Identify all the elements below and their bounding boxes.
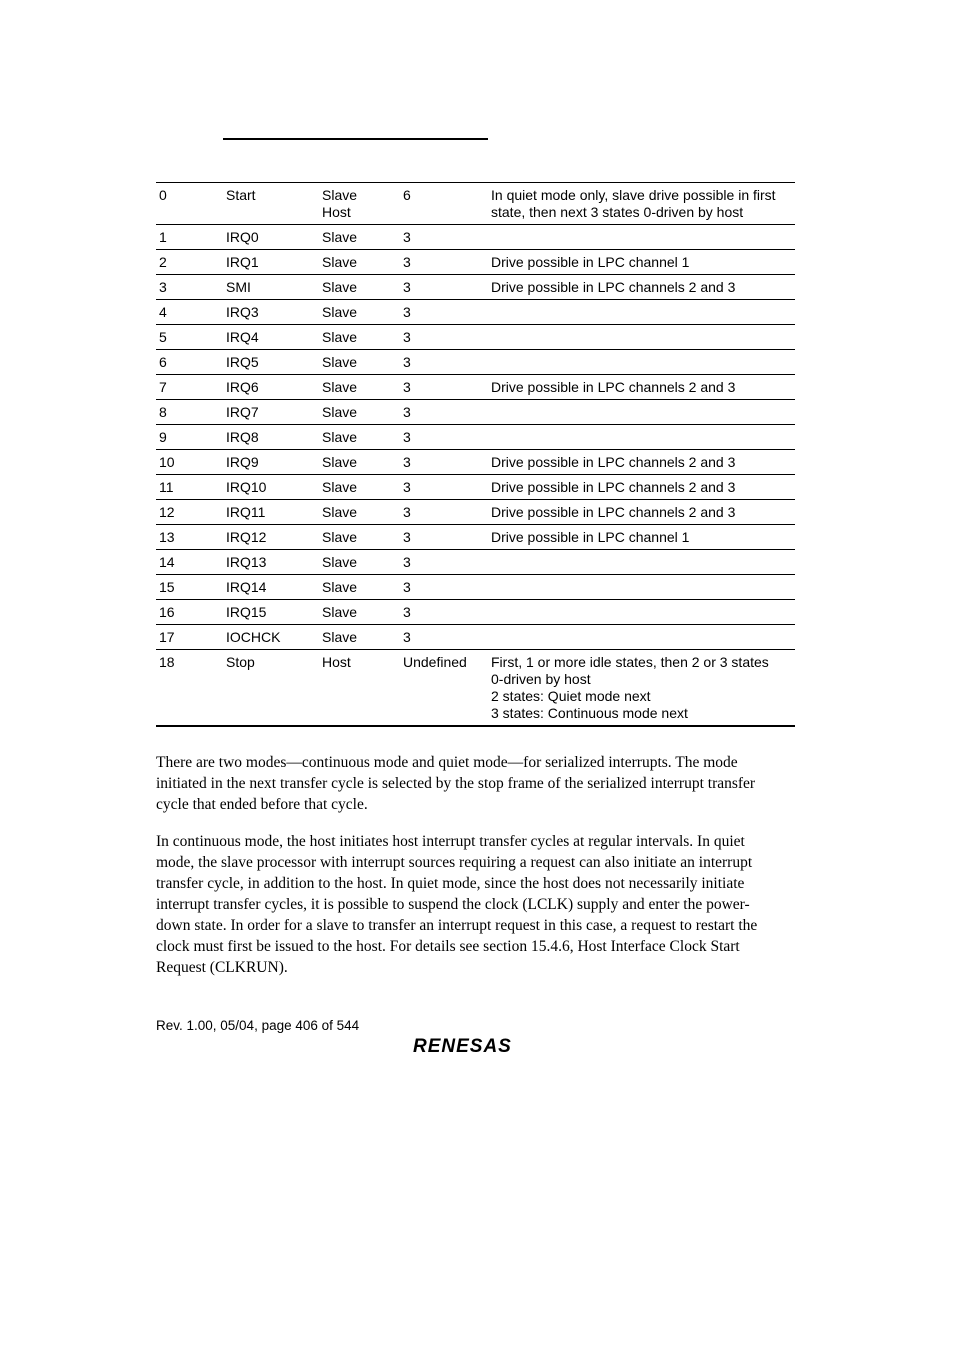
drive-source-cell xyxy=(319,425,400,450)
renesas-logo-text: RENESAS xyxy=(413,1036,512,1055)
clock-count-cell: 3 xyxy=(400,250,488,275)
frame-number-cell: 16 xyxy=(156,600,223,625)
clock-count-cell: 3 xyxy=(400,375,488,400)
table-row xyxy=(156,225,795,250)
drive-source-cell xyxy=(319,350,400,375)
drive-source-cell xyxy=(319,575,400,600)
clock-count-cell: 3 xyxy=(400,325,488,350)
remarks-cell xyxy=(488,500,795,525)
drive-source-cell xyxy=(319,550,400,575)
table-row xyxy=(156,250,795,275)
frame-name-cell: IRQ3 xyxy=(223,300,319,325)
frame-number-cell: 8 xyxy=(156,400,223,425)
frame-name-cell: IRQ12 xyxy=(223,525,319,550)
frame-name-cell: Stop xyxy=(223,650,319,727)
drive-source-cell xyxy=(319,475,400,500)
table-row xyxy=(156,450,795,475)
remarks-line: 0-driven by host xyxy=(491,671,591,687)
clock-count-cell: 3 xyxy=(400,600,488,625)
clock-count-cell: 3 xyxy=(400,450,488,475)
renesas-logo xyxy=(413,1035,533,1060)
table-row xyxy=(156,375,795,400)
frame-name-cell: IRQ0 xyxy=(223,225,319,250)
remarks-line: Drive possible in LPC channel 1 xyxy=(491,254,690,270)
clock-count-cell: Undefined xyxy=(400,650,488,727)
frame-number-cell: 6 xyxy=(156,350,223,375)
clock-count-cell: 3 xyxy=(400,275,488,300)
table-row xyxy=(156,500,795,525)
drive-source-cell xyxy=(319,525,400,550)
frame-name-cell: IRQ10 xyxy=(223,475,319,500)
drive-source-line: Slave xyxy=(322,404,358,420)
frame-name-cell: IRQ14 xyxy=(223,575,319,600)
frame-number-cell: 10 xyxy=(156,450,223,475)
drive-source-line: Slave xyxy=(322,229,358,245)
table-row xyxy=(156,400,795,425)
frame-name-cell: Start xyxy=(223,183,319,225)
table-row xyxy=(156,425,795,450)
remarks-line: Drive possible in LPC channels 2 and 3 xyxy=(491,279,736,295)
header-rule xyxy=(223,138,488,140)
clock-count-cell: 3 xyxy=(400,225,488,250)
frame-number-cell: 17 xyxy=(156,625,223,650)
page-footer: Rev. 1.00, 05/04, page 406 of 544 xyxy=(156,1018,360,1033)
frame-name-cell: IRQ1 xyxy=(223,250,319,275)
clock-count-cell: 3 xyxy=(400,550,488,575)
remarks-line: 2 states: Quiet mode next xyxy=(491,688,651,704)
frame-number-cell: 1 xyxy=(156,225,223,250)
remarks-line: state, then next 3 states 0-driven by host xyxy=(491,204,744,220)
drive-source-cell xyxy=(319,400,400,425)
drive-source-cell xyxy=(319,450,400,475)
remarks-cell xyxy=(488,250,795,275)
drive-source-line: Slave xyxy=(322,579,358,595)
frame-name-cell: IRQ4 xyxy=(223,325,319,350)
table-row xyxy=(156,300,795,325)
remarks-line: Drive possible in LPC channels 2 and 3 xyxy=(491,454,736,470)
table-row xyxy=(156,525,795,550)
drive-source-line: Slave xyxy=(322,529,358,545)
clock-count-cell: 3 xyxy=(400,625,488,650)
frame-number-cell: 7 xyxy=(156,375,223,400)
frame-number-cell: 9 xyxy=(156,425,223,450)
clock-count-cell: 3 xyxy=(400,500,488,525)
table-row xyxy=(156,625,795,650)
remarks-cell xyxy=(488,600,795,625)
drive-source-cell xyxy=(319,650,400,727)
remarks-cell xyxy=(488,400,795,425)
frame-number-cell: 3 xyxy=(156,275,223,300)
remarks-cell xyxy=(488,225,795,250)
remarks-cell xyxy=(488,183,795,225)
table-row xyxy=(156,275,795,300)
drive-source-line: Slave xyxy=(322,254,358,270)
drive-source-line: Slave xyxy=(322,187,358,203)
drive-source-line: Slave xyxy=(322,554,358,570)
frame-name-cell: IRQ13 xyxy=(223,550,319,575)
clock-count-cell: 3 xyxy=(400,300,488,325)
frame-name-cell: IRQ6 xyxy=(223,375,319,400)
clock-count-cell: 3 xyxy=(400,525,488,550)
frame-number-cell: 0 xyxy=(156,183,223,225)
drive-source-line: Slave xyxy=(322,354,358,370)
frame-name-cell: SMI xyxy=(223,275,319,300)
remarks-cell xyxy=(488,325,795,350)
drive-source-line: Slave xyxy=(322,379,358,395)
clock-count-cell: 3 xyxy=(400,350,488,375)
drive-source-line: Slave xyxy=(322,629,358,645)
remarks-line: First, 1 or more idle states, then 2 or 3 states xyxy=(491,654,769,670)
table-row xyxy=(156,550,795,575)
drive-source-cell xyxy=(319,625,400,650)
clock-count-cell: 3 xyxy=(400,400,488,425)
frame-name-cell: IRQ5 xyxy=(223,350,319,375)
drive-source-cell xyxy=(319,600,400,625)
remarks-line: Drive possible in LPC channels 2 and 3 xyxy=(491,504,736,520)
drive-source-cell xyxy=(319,250,400,275)
drive-source-line: Slave xyxy=(322,329,358,345)
frame-number-cell: 11 xyxy=(156,475,223,500)
remarks-cell xyxy=(488,650,795,727)
remarks-line: In quiet mode only, slave drive possible in first xyxy=(491,187,776,203)
serial-interrupt-frame-table xyxy=(156,182,795,727)
paragraph-continuous-quiet: In continuous mode, the host initiates host interrupt transfer cycles at regular intervals. In quiet mode, the slave processor with interrupt sources requiring a request can also initiate an interrupt transfer cycle, in addition to the host. In quiet mode, since the host does not necessarily initiate interrupt transfer cycles, it is possible to suspend the clock (LCLK) supply and enter the power-down state. In order for a slave to transfer an interrupt request in this case, a request to restart the clock must first be issued to the host. For details see section 15.4.6, Host Interface Clock Start Request (CLKRUN). xyxy=(156,833,758,976)
remarks-cell xyxy=(488,350,795,375)
remarks-cell xyxy=(488,450,795,475)
remarks-line: Drive possible in LPC channel 1 xyxy=(491,529,690,545)
frame-number-cell: 12 xyxy=(156,500,223,525)
remarks-cell xyxy=(488,375,795,400)
clock-count-cell: 3 xyxy=(400,425,488,450)
drive-source-cell xyxy=(319,183,400,225)
table-row xyxy=(156,475,795,500)
remarks-line: Drive possible in LPC channels 2 and 3 xyxy=(491,479,736,495)
drive-source-line: Slave xyxy=(322,279,358,295)
frame-name-cell: IRQ15 xyxy=(223,600,319,625)
frame-number-cell: 2 xyxy=(156,250,223,275)
table-row xyxy=(156,325,795,350)
drive-source-line: Slave xyxy=(322,429,358,445)
frame-name-cell: IOCHCK xyxy=(223,625,319,650)
frame-number-cell: 14 xyxy=(156,550,223,575)
remarks-cell xyxy=(488,625,795,650)
remarks-line: Drive possible in LPC channels 2 and 3 xyxy=(491,379,736,395)
table-row xyxy=(156,575,795,600)
remarks-cell xyxy=(488,425,795,450)
drive-source-line: Slave xyxy=(322,504,358,520)
remarks-cell xyxy=(488,550,795,575)
clock-count-cell: 6 xyxy=(400,183,488,225)
frame-number-cell: 13 xyxy=(156,525,223,550)
table-row xyxy=(156,183,795,225)
table-row xyxy=(156,350,795,375)
drive-source-cell xyxy=(319,500,400,525)
remarks-cell xyxy=(488,525,795,550)
frame-name-cell: IRQ8 xyxy=(223,425,319,450)
drive-source-cell xyxy=(319,275,400,300)
drive-source-cell xyxy=(319,375,400,400)
frame-name-cell: IRQ11 xyxy=(223,500,319,525)
drive-source-cell xyxy=(319,325,400,350)
frame-name-cell: IRQ9 xyxy=(223,450,319,475)
table-row xyxy=(156,650,795,727)
frame-number-cell: 18 xyxy=(156,650,223,727)
clock-count-cell: 3 xyxy=(400,575,488,600)
remarks-cell xyxy=(488,300,795,325)
frame-name-cell: IRQ7 xyxy=(223,400,319,425)
remarks-cell xyxy=(488,575,795,600)
remarks-cell xyxy=(488,275,795,300)
drive-source-line: Host xyxy=(322,654,351,670)
frame-number-cell: 15 xyxy=(156,575,223,600)
drive-source-cell xyxy=(319,225,400,250)
clock-count-cell: 3 xyxy=(400,475,488,500)
frame-number-cell: 5 xyxy=(156,325,223,350)
paragraph-modes: There are two modes—continuous mode and quiet mode—for serialized interrupts. The mode initiated in the next transfer cycle is selected by the stop frame of the serialized interrupt transfer cycle that ended before that cycle. xyxy=(156,754,756,813)
drive-source-cell xyxy=(319,300,400,325)
drive-source-line: Slave xyxy=(322,604,358,620)
remarks-line: 3 states: Continuous mode next xyxy=(491,705,688,721)
table-row xyxy=(156,600,795,625)
drive-source-line: Host xyxy=(322,204,351,220)
drive-source-line: Slave xyxy=(322,304,358,320)
frame-number-cell: 4 xyxy=(156,300,223,325)
drive-source-line: Slave xyxy=(322,454,358,470)
remarks-cell xyxy=(488,475,795,500)
drive-source-line: Slave xyxy=(322,479,358,495)
